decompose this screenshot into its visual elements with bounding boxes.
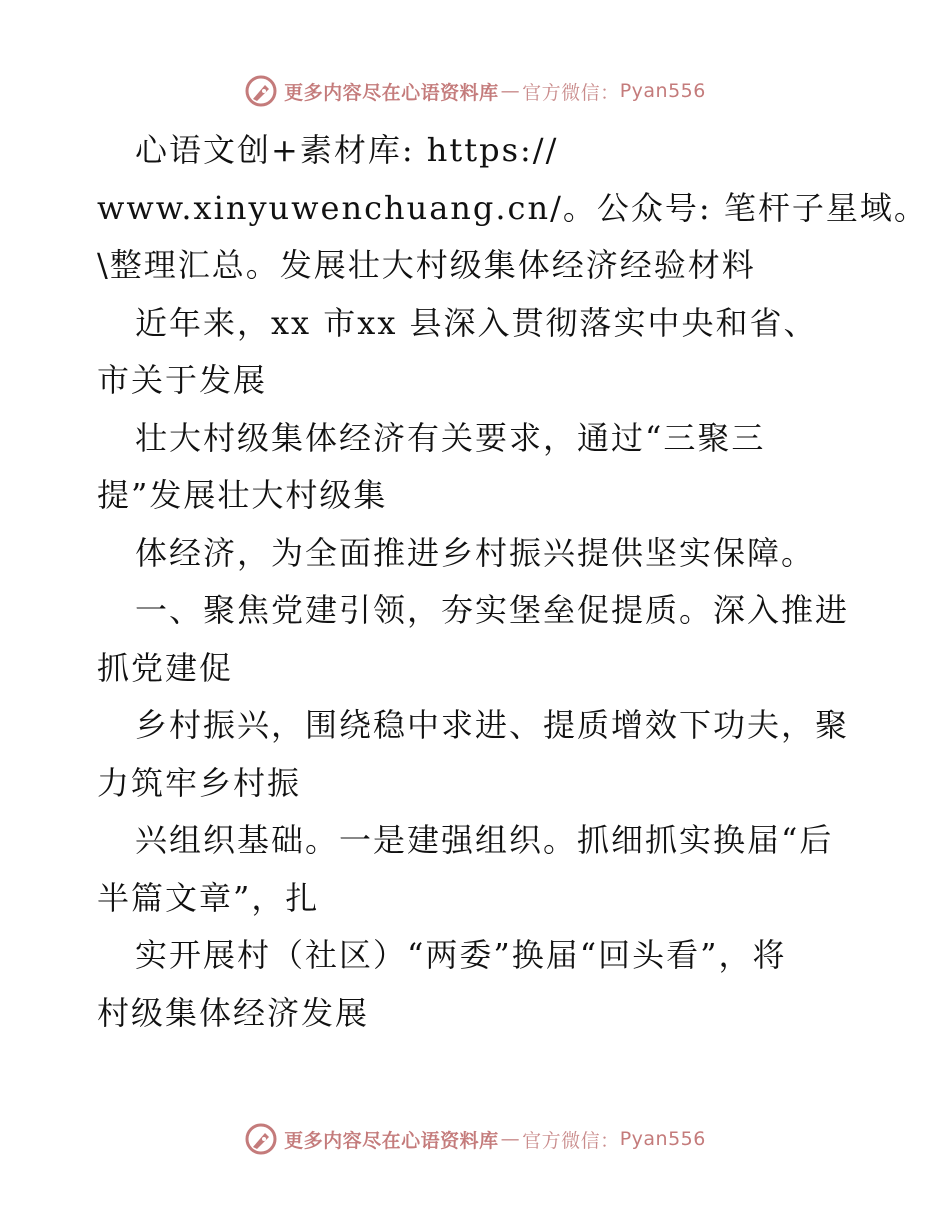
page-footer-banner [0, 1120, 950, 1158]
body-line: 近年来，xx 市xx 县深入贯彻落实中央和省、 [135, 303, 818, 342]
page-header-banner [0, 72, 950, 110]
body-line: www.xinyuwenchuang.cn/。公众号: 笔杆子星域。 [97, 188, 928, 227]
pen-nib-logo-icon [244, 1122, 278, 1156]
header-separator: — [500, 80, 521, 102]
body-line: 市关于发展 [97, 361, 268, 399]
footer-wechat-label: 官方微信： [522, 1129, 620, 1152]
body-line: 壮大村级集体经济有关要求，通过“三聚三 [135, 418, 766, 457]
body-line: 实开展村（社区）“两委”换届“回头看”，将 [135, 936, 787, 974]
document-body [97, 122, 928, 1042]
body-line: 力筑牢乡村振 [97, 763, 302, 802]
body-line: 提”发展壮大村级集 [97, 476, 388, 514]
body-line: 村级集体经济发展 [97, 993, 370, 1032]
body-line: 半篇文章”，扎 [97, 878, 320, 917]
body-line: 心语文创+素材库: https:// [135, 131, 559, 169]
header-wechat-id: Pyan556 [619, 80, 706, 102]
body-line: 体经济，为全面推进乡村振兴提供坚实保障。 [135, 533, 816, 572]
body-line: 乡村振兴，围绕稳中求进、提质增效下功夫，聚 [135, 706, 850, 744]
pen-nib-logo-icon [244, 74, 278, 108]
header-brand-text: 更多内容尽在心语资料库 [284, 81, 499, 104]
header-wechat-label: 官方微信： [522, 81, 620, 104]
body-line: 兴组织基础。一是建强组织。抓细抓实换届“后 [135, 821, 834, 859]
body-line: 一、聚焦党建引领，夯实堡垒促提质。深入推进 [135, 591, 850, 629]
body-line: \整理汇总。发展壮大村级集体经济经验材料 [97, 246, 756, 284]
footer-wechat-id: Pyan556 [619, 1128, 706, 1150]
footer-separator: — [500, 1128, 521, 1150]
body-line: 抓党建促 [97, 648, 234, 687]
footer-brand-text: 更多内容尽在心语资料库 [284, 1129, 499, 1152]
